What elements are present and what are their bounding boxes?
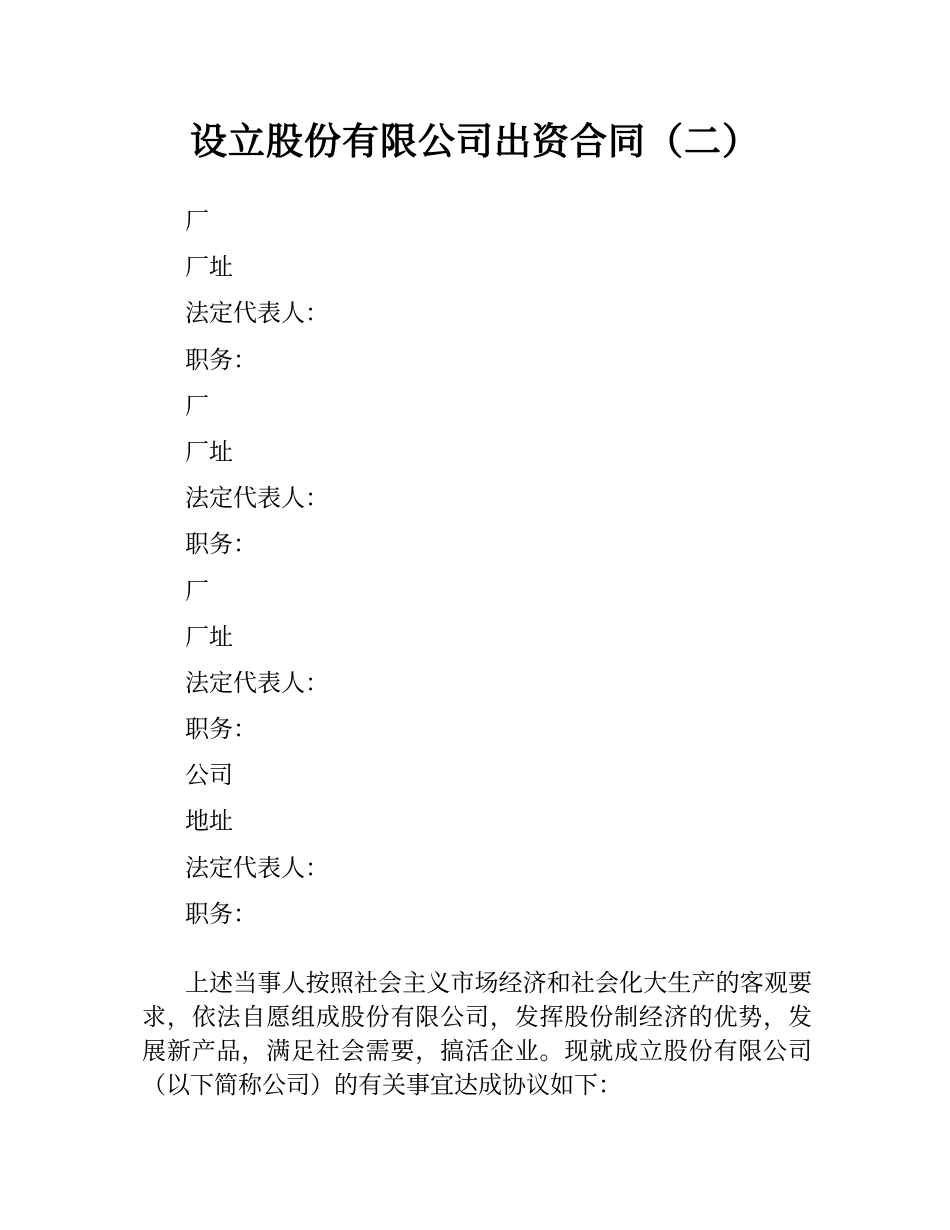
party-4-position-label: 职务： [185, 899, 257, 928]
party-3-address-label: 厂址 [185, 622, 233, 651]
party-3-rep-label: 法定代表人： [185, 668, 329, 697]
party-4-rep-label: 法定代表人： [185, 853, 329, 882]
party-1-name-label: 厂 [185, 207, 209, 235]
party-1-rep-label: 法定代表人： [185, 299, 329, 328]
preamble-paragraph: 上述当事人按照社会主义市场经济和社会化大生产的客观要求，依法自愿组成股份有限公司，发挥股份制经济的优势，发展新产品，满足社会需要，搞活企业。现就成立股份有限公司（以下简称公司）的有关事宜达成协议如下： [142, 969, 812, 1099]
party-1-address-label: 厂址 [185, 253, 233, 282]
party-1-position-label: 职务： [185, 345, 257, 374]
party-2-name-label: 厂 [185, 391, 209, 420]
party-fields [185, 198, 785, 937]
party-2-address-label: 厂址 [185, 437, 233, 466]
party-4-address-label: 地址 [185, 807, 233, 836]
party-2-position-label: 职务： [185, 530, 257, 559]
party-4-name-label: 公司 [185, 761, 233, 790]
document-title: 设立股份有限公司出资合同（二） [190, 120, 760, 163]
party-2-rep-label: 法定代表人： [185, 484, 329, 513]
party-3-position-label: 职务： [185, 715, 257, 744]
party-3-name-label: 厂 [185, 576, 209, 605]
